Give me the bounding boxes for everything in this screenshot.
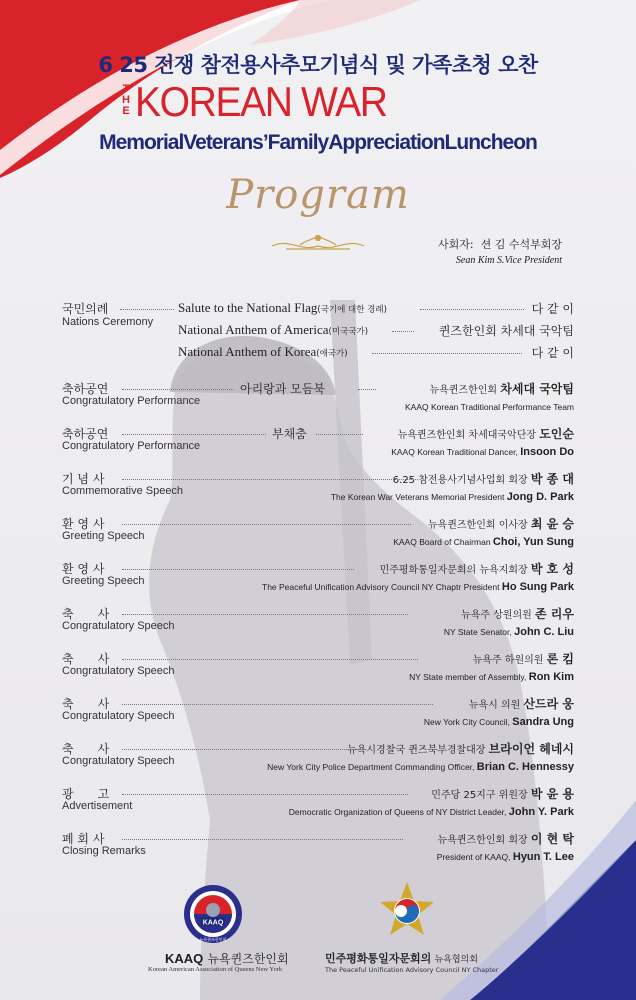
- ornament-divider: [272, 236, 364, 250]
- speaker-korean: 뉴욕퀸즈한인회 차세대국악단장 도인순: [397, 427, 574, 441]
- program-heading: Program: [226, 172, 410, 218]
- dot-leader: [122, 614, 408, 615]
- row-title-en: Greeting Speech: [62, 530, 145, 542]
- svg-text:KAAQ: KAAQ: [202, 919, 224, 927]
- speaker-english: NY State member of Assembly, Ron Kim: [409, 671, 574, 683]
- row-title-ko: 폐 회 사: [62, 832, 105, 846]
- dot-leader: [392, 331, 414, 332]
- speaker-korean: 뉴욕퀸즈한인회 회장 이 현 탁: [437, 832, 574, 846]
- speaker-english: New York City Council, Sandra Ung: [423, 716, 574, 728]
- speaker-korean: 6.25 참전용사기념사업회 회장 박 종 대: [392, 472, 574, 486]
- dot-leader: [316, 434, 363, 435]
- row-title-en: Greeting Speech: [62, 575, 145, 587]
- dot-leader: [122, 569, 354, 570]
- row-title-en: Congratulatory Speech: [62, 710, 175, 722]
- dot-leader: [122, 704, 433, 705]
- title-english: MemorialVeterans’FamilyAppreciationLuncheon: [99, 131, 537, 154]
- dot-leader: [120, 309, 174, 310]
- ceremony-who: 다 같 이: [531, 302, 574, 316]
- speaker-korean: 뉴욕시경찰국 퀸즈북부경찰대장 브라이언 헤네시: [347, 742, 574, 756]
- row-title-ko: 축하공연: [62, 427, 109, 441]
- speaker-english: NY State Senator, John C. Liu: [443, 626, 574, 638]
- speaker-korean: 민주평화통일자문회의 뉴욕지회장 박 호 성: [379, 562, 574, 576]
- ceremony-title-ko: 국민의례: [62, 302, 109, 316]
- dot-leader: [122, 839, 403, 840]
- dot-leader: [122, 434, 266, 435]
- row-title-ko: 환 영 사: [62, 517, 105, 531]
- speaker-korean: 뉴욕시 의원 산드라 웅: [468, 697, 574, 711]
- row-title-ko: 환 영 사: [62, 562, 105, 576]
- row-speaker: [409, 650, 574, 683]
- ceremony-item: National Anthem of America(미국국가): [178, 322, 369, 337]
- row-speaker: [437, 830, 574, 863]
- row-speaker: [424, 695, 574, 728]
- kaaq-logo: [183, 884, 243, 944]
- speaker-english: New York City Police Department Commanding Officer, Brian C. Hennessy: [267, 761, 574, 773]
- title-korean: 6 25 전쟁 참전용사추모기념식 및 가족초청 오찬: [98, 53, 538, 77]
- row-speaker: [331, 470, 574, 503]
- performance-title: 부채춤: [272, 427, 307, 441]
- row-speaker: [267, 740, 574, 773]
- title-the: T H E: [122, 83, 130, 117]
- row-title-ko: 축 사: [62, 742, 110, 756]
- row-title-ko: 광 고: [62, 787, 110, 801]
- row-title-en: Congratulatory Performance: [62, 440, 201, 452]
- dot-leader: [122, 794, 408, 795]
- speaker-korean: 뉴욕퀸즈한인회 차세대 국악팀: [429, 382, 574, 396]
- speaker-english: KAAQ Korean Traditional Performance Team: [405, 402, 574, 412]
- row-title-en: Advertisement: [62, 800, 133, 812]
- row-speaker: [289, 785, 574, 818]
- speaker-korean: 뉴욕주 상원의원 존 리우: [461, 607, 574, 621]
- dot-leader: [122, 479, 418, 480]
- row-title-en: Congratulatory Performance: [62, 395, 201, 407]
- row-speaker: [262, 560, 574, 593]
- speaker-english: The Peaceful Unification Advisory Council NY Chaptr President Ho Sung Park: [262, 581, 574, 593]
- speaker-english: KAAQ Board of Chairman Choi, Yun Sung: [393, 536, 574, 548]
- puac-subtitle: The Peaceful Unification Advisory Council NY Chapter: [325, 966, 499, 974]
- row-title-ko: 기 념 사: [62, 472, 105, 486]
- dot-leader: [122, 389, 234, 390]
- row-title-ko: 축하공연: [62, 382, 109, 396]
- svg-text:뉴욕퀸즈한인회: 뉴욕퀸즈한인회: [199, 937, 227, 942]
- ceremony-title-en: Nations Ceremony: [62, 316, 154, 328]
- mc-korean: 사회자: 션 김 수석부회장: [438, 238, 562, 251]
- mc-english: Sean Kim S.Vice President: [455, 255, 562, 266]
- dot-leader: [122, 524, 411, 525]
- row-title-en: Congratulatory Speech: [62, 620, 175, 632]
- ceremony-item: National Anthem of Korea(애국가): [178, 344, 348, 359]
- ceremony-item: Salute to the National Flag(국기에 대한 경례): [178, 300, 387, 315]
- speaker-korean: 민주당 25지구 위원장 박 윤 용: [431, 787, 574, 801]
- kaaq-name: KAAQ 뉴욕퀸즈한인회: [165, 951, 289, 966]
- dot-leader: [372, 353, 522, 354]
- row-title-ko: 축 사: [62, 697, 110, 711]
- row-speaker: [405, 380, 574, 413]
- kaaq-subtitle: Korean American Association of Queens New York: [148, 966, 283, 973]
- speaker-korean: 뉴욕퀸즈한인회 이사장 최 윤 승: [427, 517, 574, 531]
- puac-emblem: [376, 880, 438, 942]
- dot-leader: [122, 749, 363, 750]
- row-speaker: [393, 515, 574, 548]
- dot-leader: [358, 389, 376, 390]
- row-title-ko: 축 사: [62, 652, 110, 666]
- puac-name: 민주평화통일자문회의 뉴욕협의회: [325, 952, 478, 965]
- row-speaker: [444, 605, 574, 638]
- row-title-en: Congratulatory Speech: [62, 665, 175, 677]
- row-title-en: Commemorative Speech: [62, 485, 184, 497]
- speaker-english: President of KAAQ, Hyun T. Lee: [436, 851, 574, 863]
- dot-leader: [420, 309, 524, 310]
- speaker-english: The Korean War Veterans Memorial President Jong D. Park: [330, 491, 574, 503]
- row-title-ko: 축 사: [62, 607, 110, 621]
- row-title-en: Congratulatory Speech: [62, 755, 175, 767]
- ceremony-who: 다 같 이: [531, 346, 574, 360]
- row-speaker: [391, 425, 574, 458]
- title-korean-war: KOREAN WAR: [135, 78, 387, 125]
- row-title-en: Closing Remarks: [62, 845, 146, 857]
- performance-title: 아리랑과 모듬북: [240, 382, 325, 396]
- speaker-english: Democratic Organization of Queens of NY District Leader, John Y. Park: [288, 806, 574, 818]
- speaker-korean: 뉴욕주 하원의원 론 킴: [472, 652, 574, 666]
- dot-leader: [122, 659, 418, 660]
- speaker-english: KAAQ Korean Traditional Dancer, Insoon Do: [391, 446, 574, 458]
- ceremony-who: 퀸즈한인회 차세대 국악팀: [438, 324, 574, 338]
